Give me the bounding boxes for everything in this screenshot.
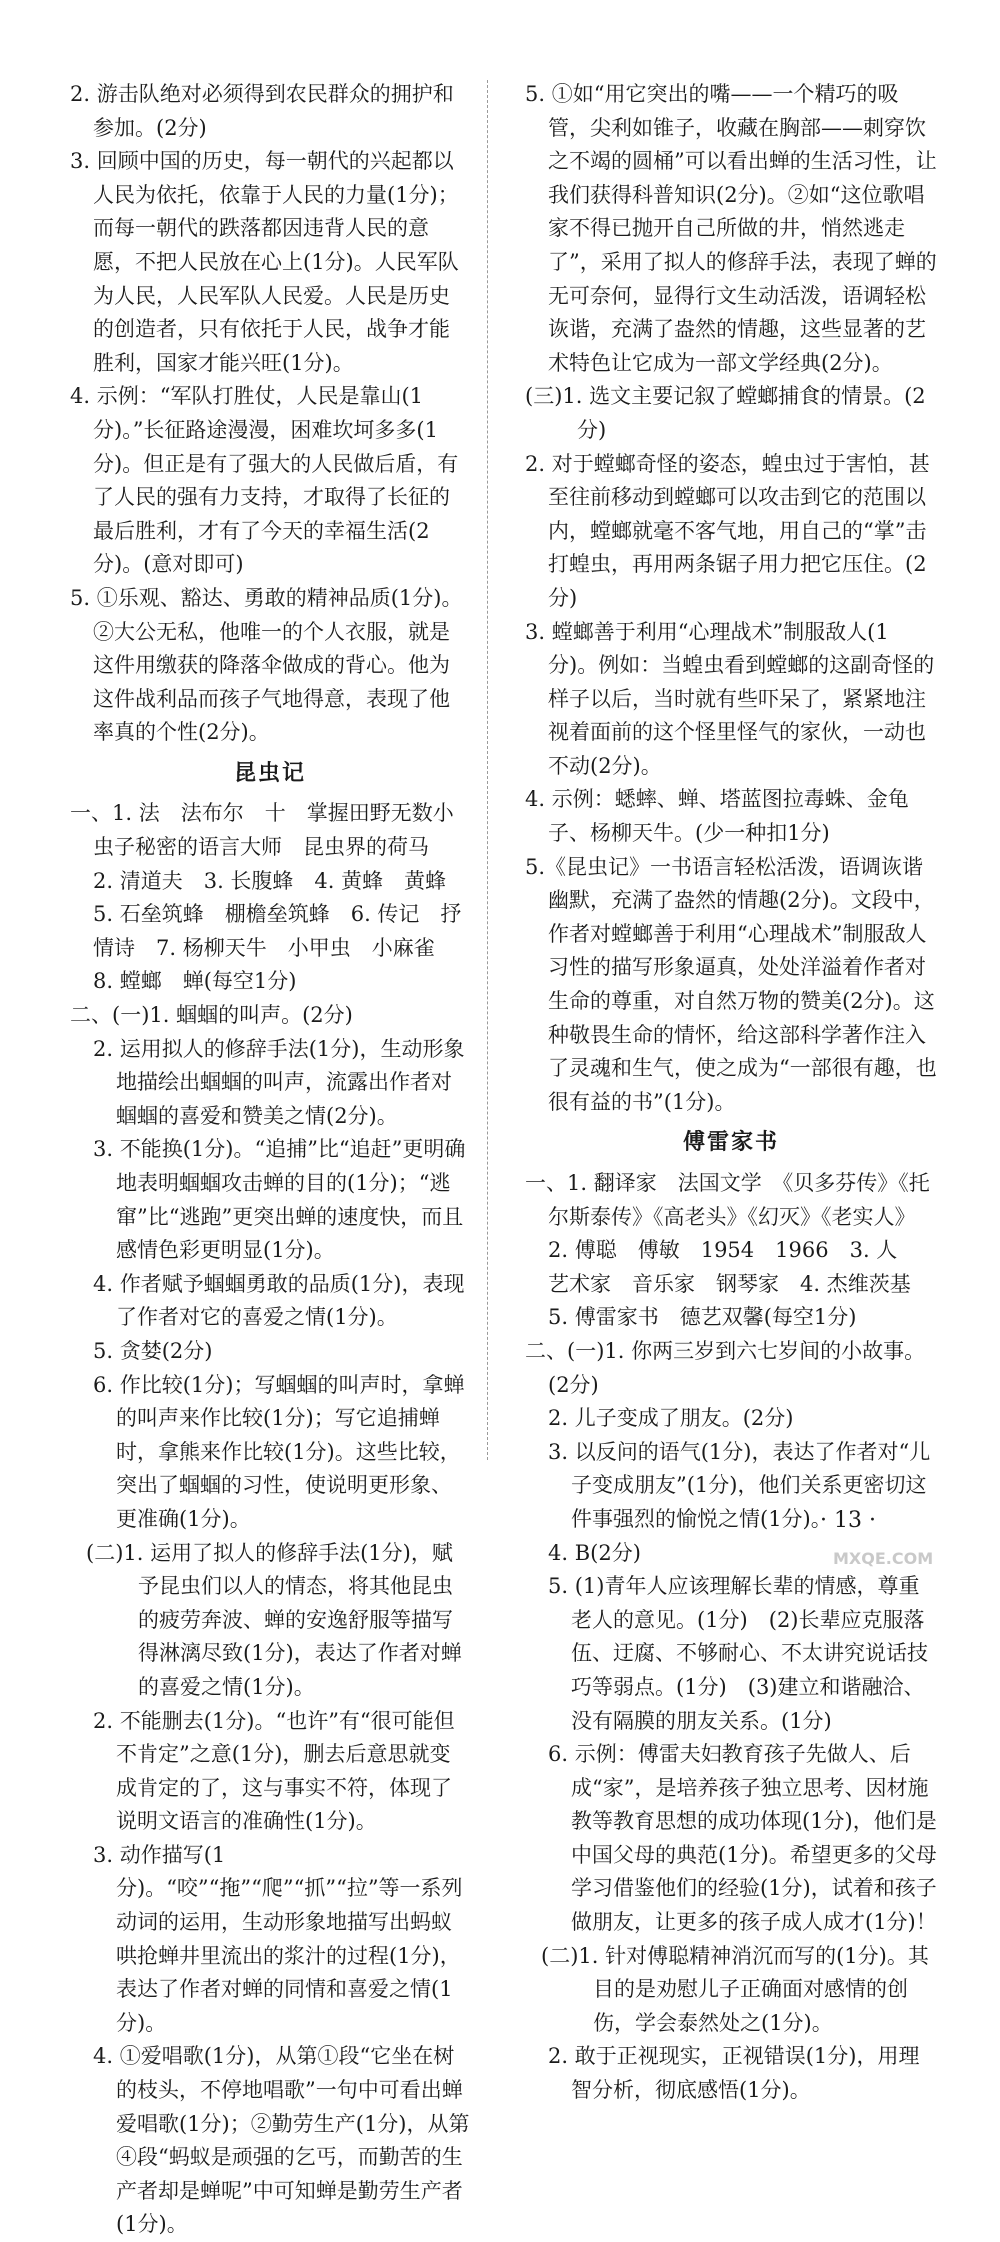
- answer-item: 一、1. 翻译家 法国文学 《贝多芬传》《托尔斯泰传》《高老头》《幻灭》《老实人》 2. 傅聪 傅敏 1954 1966 3. 人 艺术家 音乐家 钢琴家 4. 杰维茨基 5. 傅雷家书 德艺双馨(每空1分): [525, 1171, 932, 1330]
- answer-item: 2. 儿子变成了朋友。(2分): [548, 1406, 794, 1431]
- answer-item: (三)1. 选文主要记叙了螳螂捕食的情景。(2分): [525, 384, 926, 442]
- answer-item: 5. ①如“用它突出的嘴——一个精巧的吸管，尖利如锥子，收藏在胸部——刺穿饮之不竭的圆桶”可以看出蝉的生活习性，让我们获得科普知识(2分)。②如“这位歌唱家不得已抛开自己所做的井，悄然逃走了”，采用了拟人的修辞手法，表现了蝉的无可奈何，显得行文生动活泼，语调轻松诙谐，充满了盎然的情趣，这些显著的艺术特色让它成为一部文学经典(2分)。: [525, 82, 937, 375]
- answer-item: 4. ①爱唱歌(1分)，从第①段“它坐在树的枝头，不停地唱歌”一句中可看出蝉爱唱歌(1分)；②勤劳生产(1分)，从第④段“蚂蚁是顽强的乞丐，而勤苦的生产者却是蝉呢”中可知蝉是勤劳生产者(1分)。: [93, 2044, 470, 2237]
- answer-item: 4. 示例：“军队打胜仗，人民是靠山(1分)。”长征路途漫漫，困难坎坷多多(1分)。但正是有了强大的人民做后盾，有了人民的强有力支持，才取得了长征的最后胜利，才有了今天的幸福生活(2分)。(意对即可): [70, 384, 459, 577]
- answer-item: 3. 不能换(1分)。“追捕”比“追赶”更明确地表明蝈蝈攻击蝉的目的(1分)；“逃窜”比“逃跑”更突出蝉的速度快，而且感情色彩更明显(1分)。: [93, 1137, 466, 1263]
- answer-item: 4. 示例：蟋蟀、蝉、塔蓝图拉毒蛛、金龟子、杨柳天牛。(少一种扣1分): [525, 787, 909, 846]
- answer-item: 3. 回顾中国的历史，每一朝代的兴起都以人民为依托，依靠于人民的力量(1分)；而每一朝代的跌落都因违背人民的意愿，不把人民放在心上(1分)。人民军队为人民，人民军队人民爱。人民是历史的创造者，只有依托于人民，战争才能胜利，国家才能兴旺(1分)。: [70, 149, 459, 375]
- answer-item: 5. ①乐观、豁达、勇敢的精神品质(1分)。②大公无私，他唯一的个人衣服，就是这件用缴获的降落伞做成的背心。他为这件战利品而孩子气地得意，表现了他率真的个性(2分)。: [70, 585, 463, 745]
- answer-item: 5.《昆虫记》一书语言轻松活泼，语调诙谐幽默，充满了盎然的情趣(2分)。文段中，作者对螳螂善于利用“心理战术”制服敌人习性的描写形象逼真，处处洋溢着作者对生命的尊重，对自然万物的赞美(2分)。这种敬畏生命的情怀，给这部科学著作注入了灵魂和生气，使之成为“一部很有趣，也很有益的书”(1分)。: [525, 854, 937, 1114]
- answer-item: 5. (1)青年人应该理解长辈的情感，尊重老人的意见。(1分) (2)长辈应克服落伍、迂腐、不够耐心、不太讲究说话技巧等弱点。(1分) (3)建立和谐融洽、没有隔膜的朋友关系。(1分): [548, 1574, 928, 1733]
- section-title: 昆虫记: [233, 760, 306, 786]
- answer-item: 二、(一)1. 你两三岁到六七岁间的小故事。(2分): [525, 1338, 926, 1397]
- page-number: · 13 ·: [820, 1508, 876, 1533]
- answer-item: 4. 作者赋予蝈蝈勇敢的品质(1分)，表现了作者对它的喜爱之情(1分)。: [93, 1271, 465, 1330]
- answer-item: 2. 对于螳螂奇怪的姿态，蝗虫过于害怕，甚至往前移动到螳螂可以攻击到它的范围以内，螳螂就毫不客气地，用自己的“掌”击打蝗虫，再用两条锯子用力把它压住。(2分): [525, 451, 930, 610]
- answer-item: 2. 敢于正视现实，正视错误(1分)，用理智分析，彻底感悟(1分)。: [548, 2044, 920, 2103]
- answer-item: 一、1. 法 法布尔 十 掌握田野无数小虫子秘密的语言大师 昆虫界的荷马 2. 清道夫 3. 长腹蜂 4. 黄蜂 黄蜂 5. 石垒筑蜂 棚檐垒筑蜂 6. 传记 抒情诗 7. 杨柳天牛 小甲虫 小麻雀 8. 螳螂 蝉(每空1分): [70, 801, 468, 994]
- answer-item: 3. 螳螂善于利用“心理战术”制服敌人(1分)。例如：当蝗虫看到螳螂的这副奇怪的样子以后，当时就有些吓呆了，紧紧地注视着面前的这个怪里怪气的家伙，一动也不动(2分)。: [525, 619, 935, 778]
- section-title: 傅雷家书: [682, 1130, 779, 1156]
- answer-item: 2. 运用拟人的修辞手法(1分)，生动形象地描绘出蝈蝈的叫声，流露出作者对蝈蝈的喜爱和赞美之情(2分)。: [93, 1036, 465, 1128]
- answer-item: 3. 动作描写(1分)。“咬”“拖”“爬”“抓”“拉”等一系列动词的运用，生动形象地描写出蚂蚁哄抢蝉井里流出的浆汁的过程(1分)，表达了作者对蝉的同情和喜爱之情(1分)。: [93, 1842, 463, 2035]
- right-column: [525, 78, 937, 2108]
- answer-item: 二、(一)1. 蝈蝈的叫声。(2分): [70, 1003, 353, 1028]
- column-divider: [487, 80, 488, 1460]
- answer-item: 4. B(2分): [548, 1540, 641, 1565]
- answer-item: 2. 游击队绝对必须得到农民群众的拥护和参加。(2分): [70, 82, 454, 140]
- answer-item: (二)1. 针对傅聪精神消沉而写的(1分)。其目的是劝慰儿子正确面对感情的创伤，学会泰然处之(1分)。: [541, 1943, 929, 2035]
- answer-item: (二)1. 运用了拟人的修辞手法(1分)，赋予昆虫们以人的情态，将其他昆虫的疲劳奔波、蝉的安逸舒服等描写得淋漓尽致(1分)，表达了作者对蝉的喜爱之情(1分)。: [86, 1540, 462, 1699]
- left-column: [70, 78, 470, 2242]
- watermark-text: MXQE.COM: [833, 1549, 934, 1568]
- answer-item: 6. 示例：傅雷夫妇教育孩子先做人、后成“家”，是培养孩子独立思考、因材施教等教育思想的成功体现(1分)，他们是中国父母的典范(1分)。希望更多的父母学习借鉴他们的经验(1分)，试着和孩子做朋友，让更多的孩子成人成才(1分)！: [548, 1742, 937, 1935]
- watermark-logo: [825, 1510, 985, 1570]
- answer-item: 3. 以反问的语气(1分)，表达了作者对“儿子变成朋友”(1分)，他们关系更密切这件事强烈的愉悦之情(1分)。: [548, 1439, 931, 1531]
- answer-item: 2. 不能删去(1分)。“也许”有“很可能但不肯定”之意(1分)，删去后意思就变成肯定的了，这与事实不符，体现了说明文语言的准确性(1分)。: [93, 1708, 455, 1834]
- answer-item: 6. 作比较(1分)；写蝈蝈的叫声时，拿蝉的叫声来作比较(1分)；写它追捕蝉时，拿熊来作比较(1分)。这些比较，突出了蝈蝈的习性，使说明更形象、更准确(1分)。: [93, 1372, 465, 1531]
- answer-item: 5. 贪婪(2分): [93, 1338, 213, 1363]
